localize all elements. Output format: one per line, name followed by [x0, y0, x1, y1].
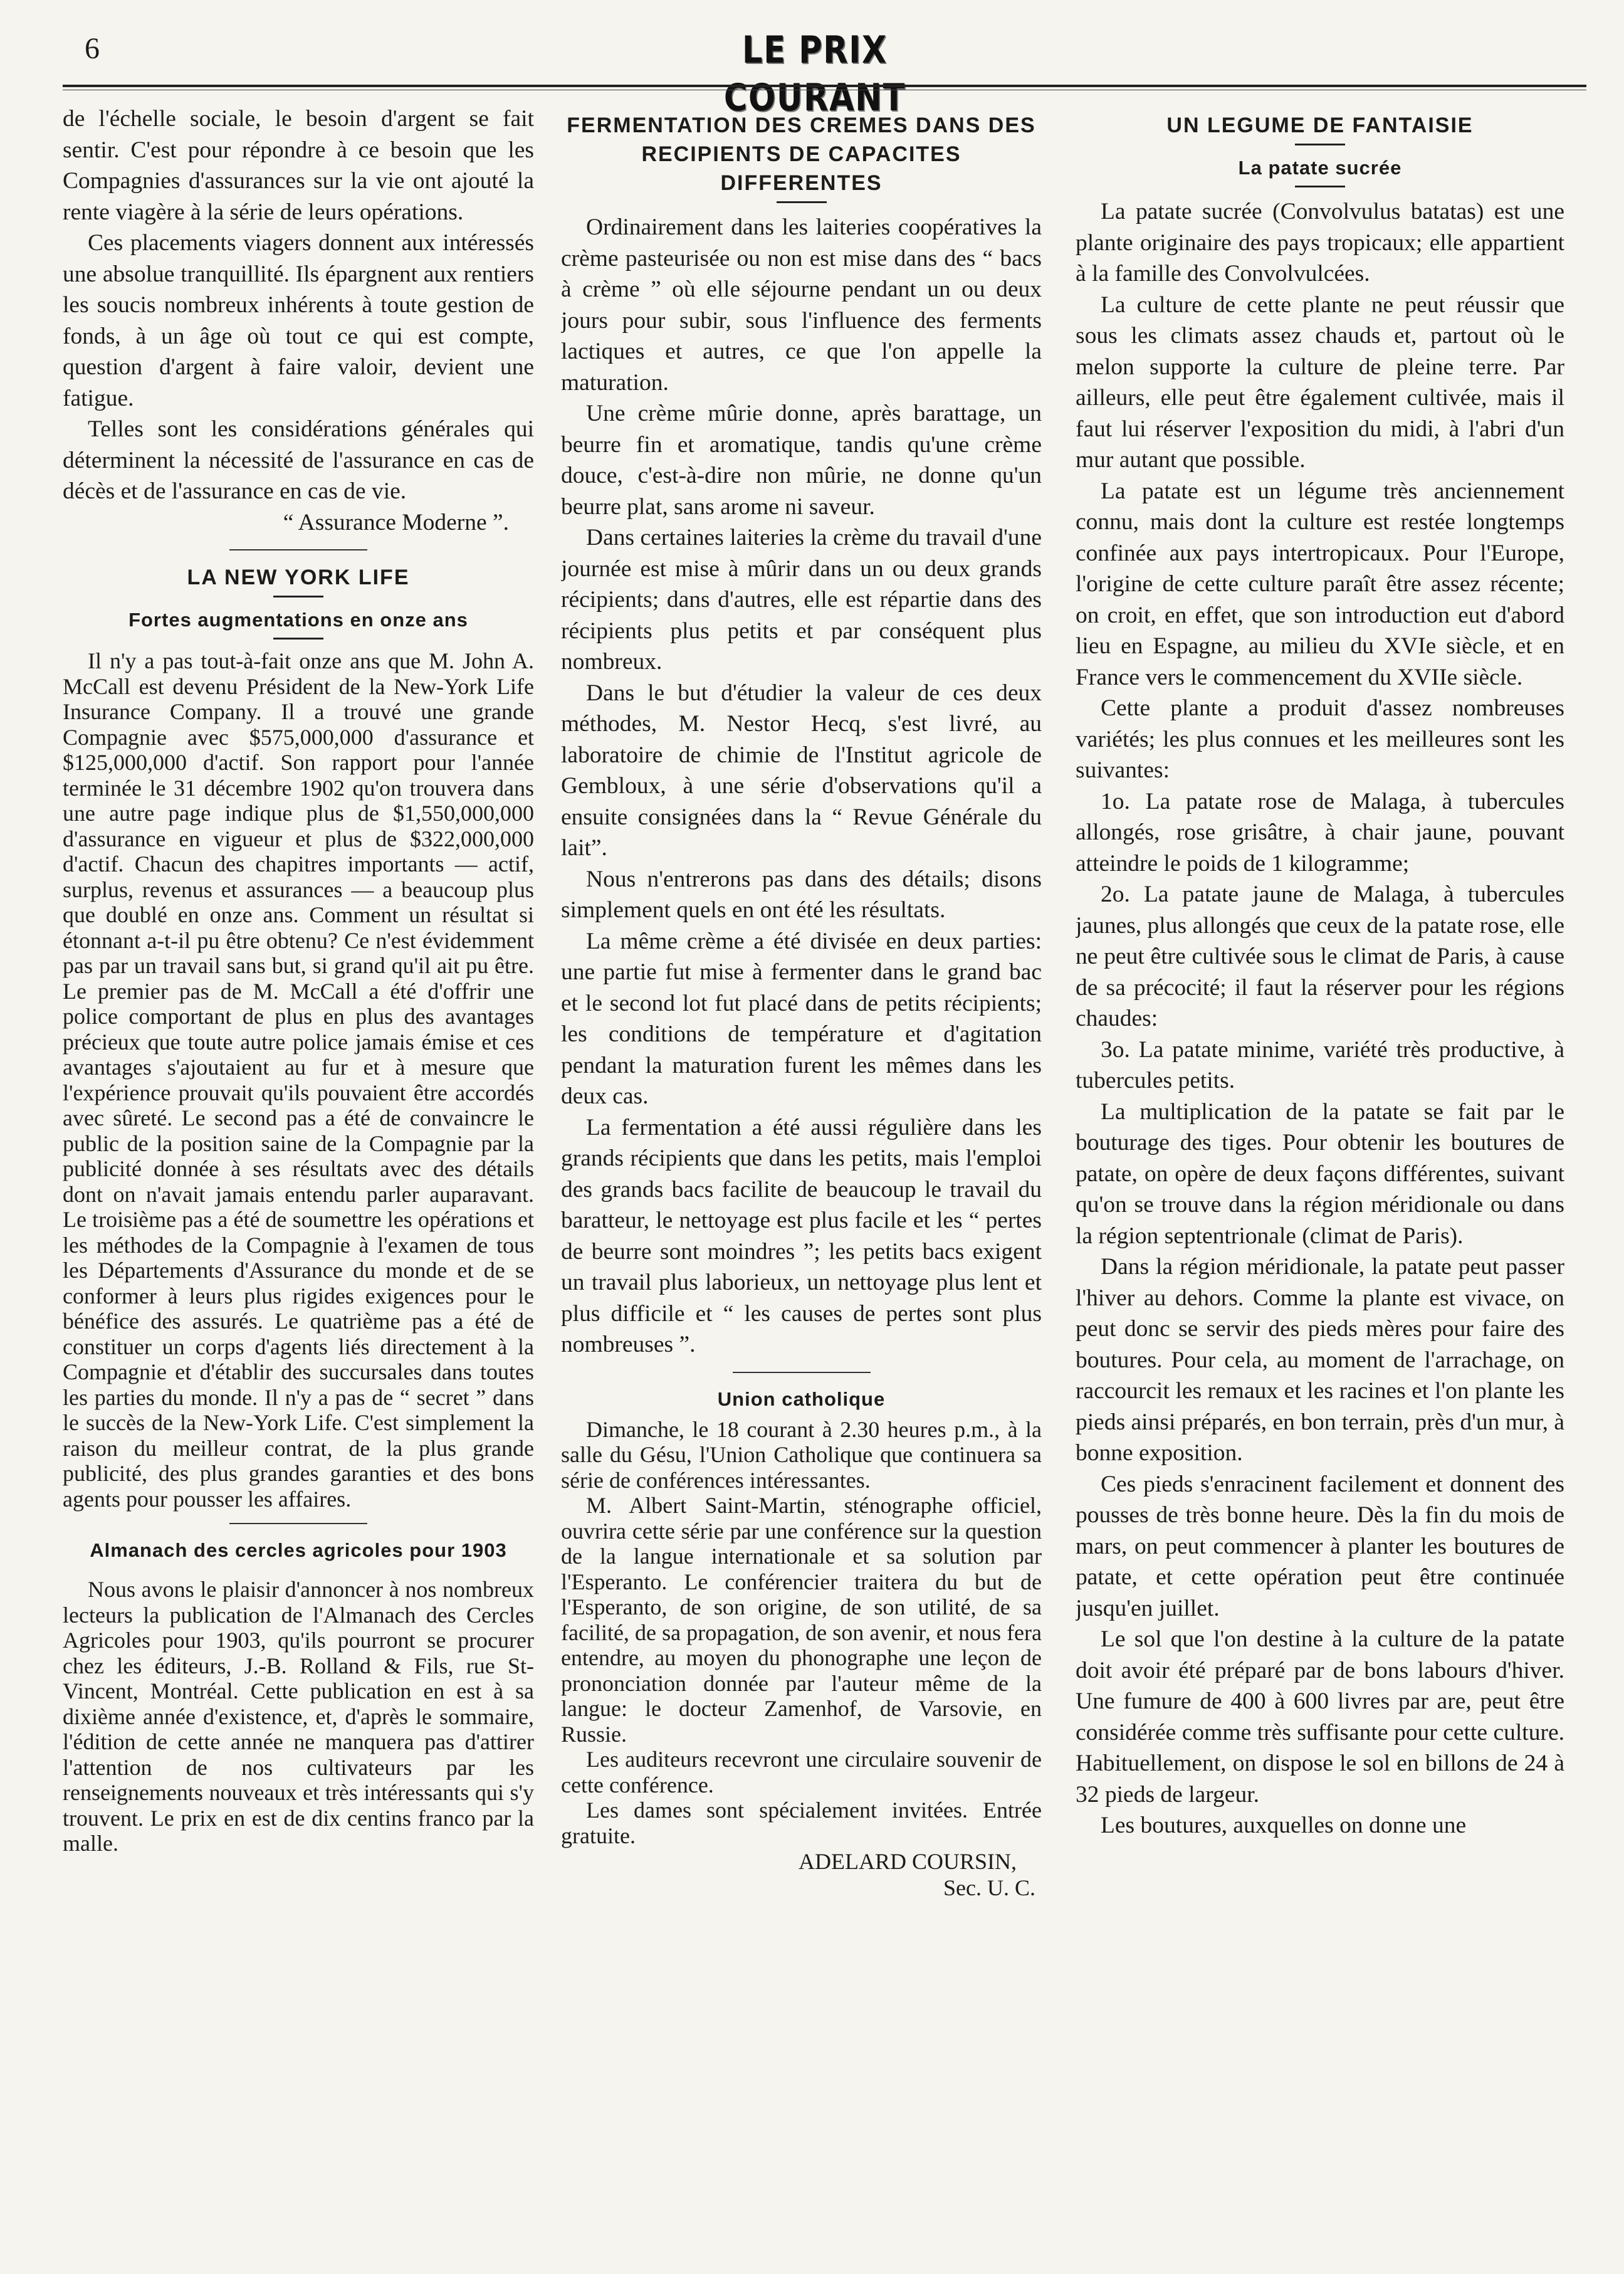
section-divider: [733, 1372, 871, 1373]
article-paragraph: Cette plante a produit d'assez nombreuses variétés; les plus connues et les meilleures sont les suivantes:: [1076, 695, 1564, 783]
article-paragraph: Dans certaines laiteries la crème du travail d'une journée est mise à mûrir dans un ou deux grands récipients; dans d'autres, elle est répartie dans des récipients plus petits et par conséquent plus nombreux.: [561, 525, 1042, 675]
article-paragraph: Une crème mûrie donne, après barattage, un beurre fin et aromatique, tandis qu'une crème douce, c'est-à-dire non mûrie, ne donne qu'un beurre plat, sans arome ni saveur.: [561, 401, 1042, 520]
signature-role: Sec. U. C.: [943, 1875, 1035, 1900]
section-divider: [229, 1523, 367, 1524]
title-rule: [273, 596, 323, 597]
article-paragraph: Ces placements viagers donnent aux intéressés une absolue tranquillité. Ils épargnent aux rentiers les soucis nombreux inhérents à toute gestion de fonds, à un âge où tout ce qui est compte, question d'argent à faire valoir, devient une fatigue.: [63, 230, 534, 411]
article-paragraph: Les boutures, auxquelles on donne une: [1101, 1813, 1467, 1838]
nyl-title: LA NEW YORK LIFE: [187, 566, 410, 589]
title-rule: [273, 638, 323, 640]
article-paragraph: La patate est un légume très anciennement connu, mais dont la culture est restée longtemps confinée aux pays intertropicaux. Pour l'Europe, l'origine de cette culture paraît être assez récente; on croit, en effet, que son introduction eut d'abord lieu en Espagne, au milieu du XVIe siècle, et en France vers le commencement du XVIIe siècle.: [1076, 478, 1564, 690]
column-right: [1076, 103, 1564, 2236]
article-paragraph: La fermentation a été aussi régulière dans les grands récipients que dans les petits, mais l'emploi des grands bacs facilite de beaucoup le travail du baratteur, le nettoyage est plus facile et les “ pertes de beurre sont moindres ”; les petits bacs exigent un travail plus laborieux, un nettoyage plus lent et plus difficile et “ les causes de pertes sont plus nombreuses ”.: [561, 1114, 1042, 1357]
union-paragraph: Dimanche, le 18 courant à 2.30 heures p.m., à la salle du Gésu, l'Union Catholique que continuera sa série de conférences intéressantes.: [561, 1416, 1042, 1493]
union-paragraph: Les dames sont spécialement invitées. Entrée gratuite.: [561, 1798, 1042, 1848]
article-paragraph: Le sol que l'on destine à la culture de la patate doit avoir été préparé par de bons labours d'hiver. Une fumure de 400 à 600 livres par are, peut être considérée comme très suffisante pour cette culture. Habituellement, on dispose le sol en billons de 24 à 32 pieds de largeur.: [1076, 1626, 1564, 1808]
fermentation-title: FERMENTATION DES CREMES DANS DES RECIPIENTS DE CAPACITES DIFFERENTES: [567, 113, 1036, 195]
union-paragraph: Les auditeurs recevront une circulaire souvenir de cette conférence.: [561, 1747, 1042, 1798]
page-header: [0, 0, 1624, 120]
nyl-paragraph: Il n'y a pas tout-à-fait onze ans que M. John A. McCall est devenu Président de la New-York Life Insurance Company. Il a trouvé une grande Compagnie avec $575,000,000 d'assurance et $125,000,000 d'actif. Son rapport pour l'année terminée le 31 décembre 1902 qu'on trouvera dans une autre page indique plus de $1,550,000,000 d'assurance en vigueur et plus de $322,000,000 d'actif. Chacun des chapitres importants — actif, surplus, revenus et assurances — a beaucoup plus que doublé en onze ans. Comment un résultat si étonnant a-t-il pu être obtenu? Ce n'est évidemment pas par un travail sans but, si grand qu'il ait pu être. Le premier pas de M. McCall a été d'offrir une police comportant de plus en plus des avantages précieux que toute autre police jamais émise et ces avantages s'ajoutaient au fur et à mesure que l'expérience prouvait qu'ils pouvaient être accordés avec sûreté. Le second pas a été de convaincre le public de la position saine de la Compagnie par la publicité donnée à ses résultats avec des détails dont on n'avait jamais entendu parler auparavant. Le troisième pas a été de soumettre les opérations et les méthodes de la Compagnie à l'examen de tous les Départements d'Assurance du monde et de se conformer à leurs plus rigides exigences pour le bénéfice des assurés. Le quatrième pas a été de constituer un corps d'agents liés directement à la Compagnie et d'établir des succursales dans toutes les parties du monde. Il n'y a pas de “ secret ” dans le succès de la New-York Life. C'est simplement la raison du meilleur contrat, de la plus grande publicité, des plus grandes garanties et des bons agents pour pousser les affaires.: [63, 648, 534, 1512]
variety-item: 2o. La patate jaune de Malaga, à tubercules jaunes, plus allongés que ceux de la patate rose, elle ne peut être cultivée sous le climat de Paris, à cause de sa précocité; il faut la réserver pour les régions chaudes:: [1076, 882, 1564, 1031]
article-paragraph: Telles sont les considérations générales qui déterminent la nécessité de l'assurance en cas de décès et de l'assurance en cas de vie.: [63, 416, 534, 504]
almanach-paragraph: Nous avons le plaisir d'annoncer à nos nombreux lecteurs la publication de l'Almanach des Cercles Agricoles pour 1903, qu'ils pourront se procurer chez les éditeurs, J.-B. Rolland & Fils, rue St-Vincent, Montréal. Cette publication en est à sa dixième année d'existence, et, d'après le sommaire, l'édition de cette année ne manquera pas d'attirer l'attention de nos cultivateurs par les renseignements nouveaux et très intéressants qui s'y trouvent. Le prix en est de dix centins franco par la malle.: [63, 1577, 534, 1856]
article-paragraph: Dans le but d'étudier la valeur de ces deux méthodes, M. Nestor Hecq, s'est livré, au laboratoire de chimie de l'Institut agricole de Gembloux, à une série d'observations qu'il a ensuite consignées dans la “ Revue Générale du lait”.: [561, 680, 1042, 861]
article-paragraph: La patate sucrée (Convolvulus batatas) est une plante originaire des pays tropicaux; elle appartient à la famille des Convolvulcées.: [1076, 199, 1564, 287]
union-title: Union catholique: [717, 1387, 886, 1410]
column-left: [63, 103, 534, 2236]
legume-subtitle: La patate sucrée: [1238, 157, 1402, 179]
article-paragraph: Ces pieds s'enracinent facilement et donnent des pousses de très bonne heure. Dès la fin du mois de mars, on peut commencer à planter les boutures de patate, et cette opération peut être continuée jusqu'en juillet.: [1076, 1471, 1564, 1621]
page-number: 6: [85, 32, 100, 65]
signature-name: ADELARD COURSIN,: [798, 1849, 1017, 1874]
variety-item: 3o. La patate minime, variété très productive, à tubercules petits.: [1076, 1036, 1564, 1093]
article-paragraph: Ordinairement dans les laiteries coopératives la crème pasteurisée ou non est mise dans des “ bacs à crème ” où elle séjourne pendant un ou deux jours pour subir, sous l'influence des ferments lactiques et autres, ce que l'on appelle la maturation.: [561, 214, 1042, 396]
almanach-title: Almanach des cercles agricoles pour 1903: [90, 1539, 507, 1561]
header-rule: [63, 85, 1586, 87]
article-paragraph: La multiplication de la patate se fait par le bouturage des tiges. Pour obtenir les boutures de patate, on opère de deux façons différentes, suivant qu'on se trouve dans la région méridionale ou dans la région septentrionale (climat de Paris).: [1076, 1098, 1564, 1249]
variety-item: 1o. La patate rose de Malaga, à tubercules allongés, rose grisâtre, à chair jaune, pouvant atteindre le poids de 1 kilogramme;: [1076, 788, 1564, 876]
legume-title: UN LEGUME DE FANTAISIE: [1166, 113, 1474, 137]
article-paragraph: La culture de cette plante ne peut réussir que sous les climats assez chauds et, partout où le melon supporte la culture de pleine terre. Par ailleurs, elle peut être également cultivée, mais il faut lui réserver l'exposition du midi, à l'abri d'un mur autant que possible.: [1076, 292, 1564, 473]
column-middle: [561, 103, 1042, 2236]
union-paragraph: M. Albert Saint-Martin, sténographe officiel, ouvrira cette série par une conférence sur la question de la langue internationale et sa solution par l'Esperanto. Le conférencier traitera du but de l'Esperanto, de son origine, de son utilité, de sa facilité, de sa propagation, de son avenir, et nous fera entendre, au moyen du phonographe une leçon de prononciation donnée par l'auteur même de la langue: le docteur Zamenhof, de Varsovie, en Russie.: [561, 1493, 1042, 1747]
article-paragraph: Dans la région méridionale, la patate peut passer l'hiver au dehors. Comme la plante est vivace, on peut donc se servir des pieds mères pour faire des boutures. Pour cela, au moment de l'arrachage, on raccourcit les remaux et les racines et l'on plante les pieds ainsi préparés, en bon terrain, près d'un mur, à bonne exposition.: [1076, 1254, 1564, 1466]
title-rule: [1295, 186, 1345, 187]
masthead-logo: LE PRIX COURANT: [723, 28, 906, 120]
article-paragraph: La même crème a été divisée en deux parties: une partie fut mise à fermenter dans le grand bac et le second lot fut placé dans de petits récipients; les conditions de température et d'agitation pendant la maturation furent les mêmes dans les deux cas.: [561, 928, 1042, 1109]
title-rule: [1295, 144, 1345, 145]
article-attribution: “ Assurance Moderne ”.: [283, 509, 509, 535]
title-rule: [777, 201, 827, 203]
article-paragraph: de l'échelle sociale, le besoin d'argent se fait sentir. C'est pour répondre à ce besoin que les Compagnies d'assurances sur la vie ont ajouté la rente viagère à la série de leurs opérations.: [63, 106, 534, 225]
section-divider: [229, 549, 367, 550]
article-paragraph: Nous n'entrerons pas dans des détails; disons simplement quels en ont été les résultats.: [561, 866, 1042, 923]
nyl-subtitle: Fortes augmentations en onze ans: [128, 609, 468, 631]
